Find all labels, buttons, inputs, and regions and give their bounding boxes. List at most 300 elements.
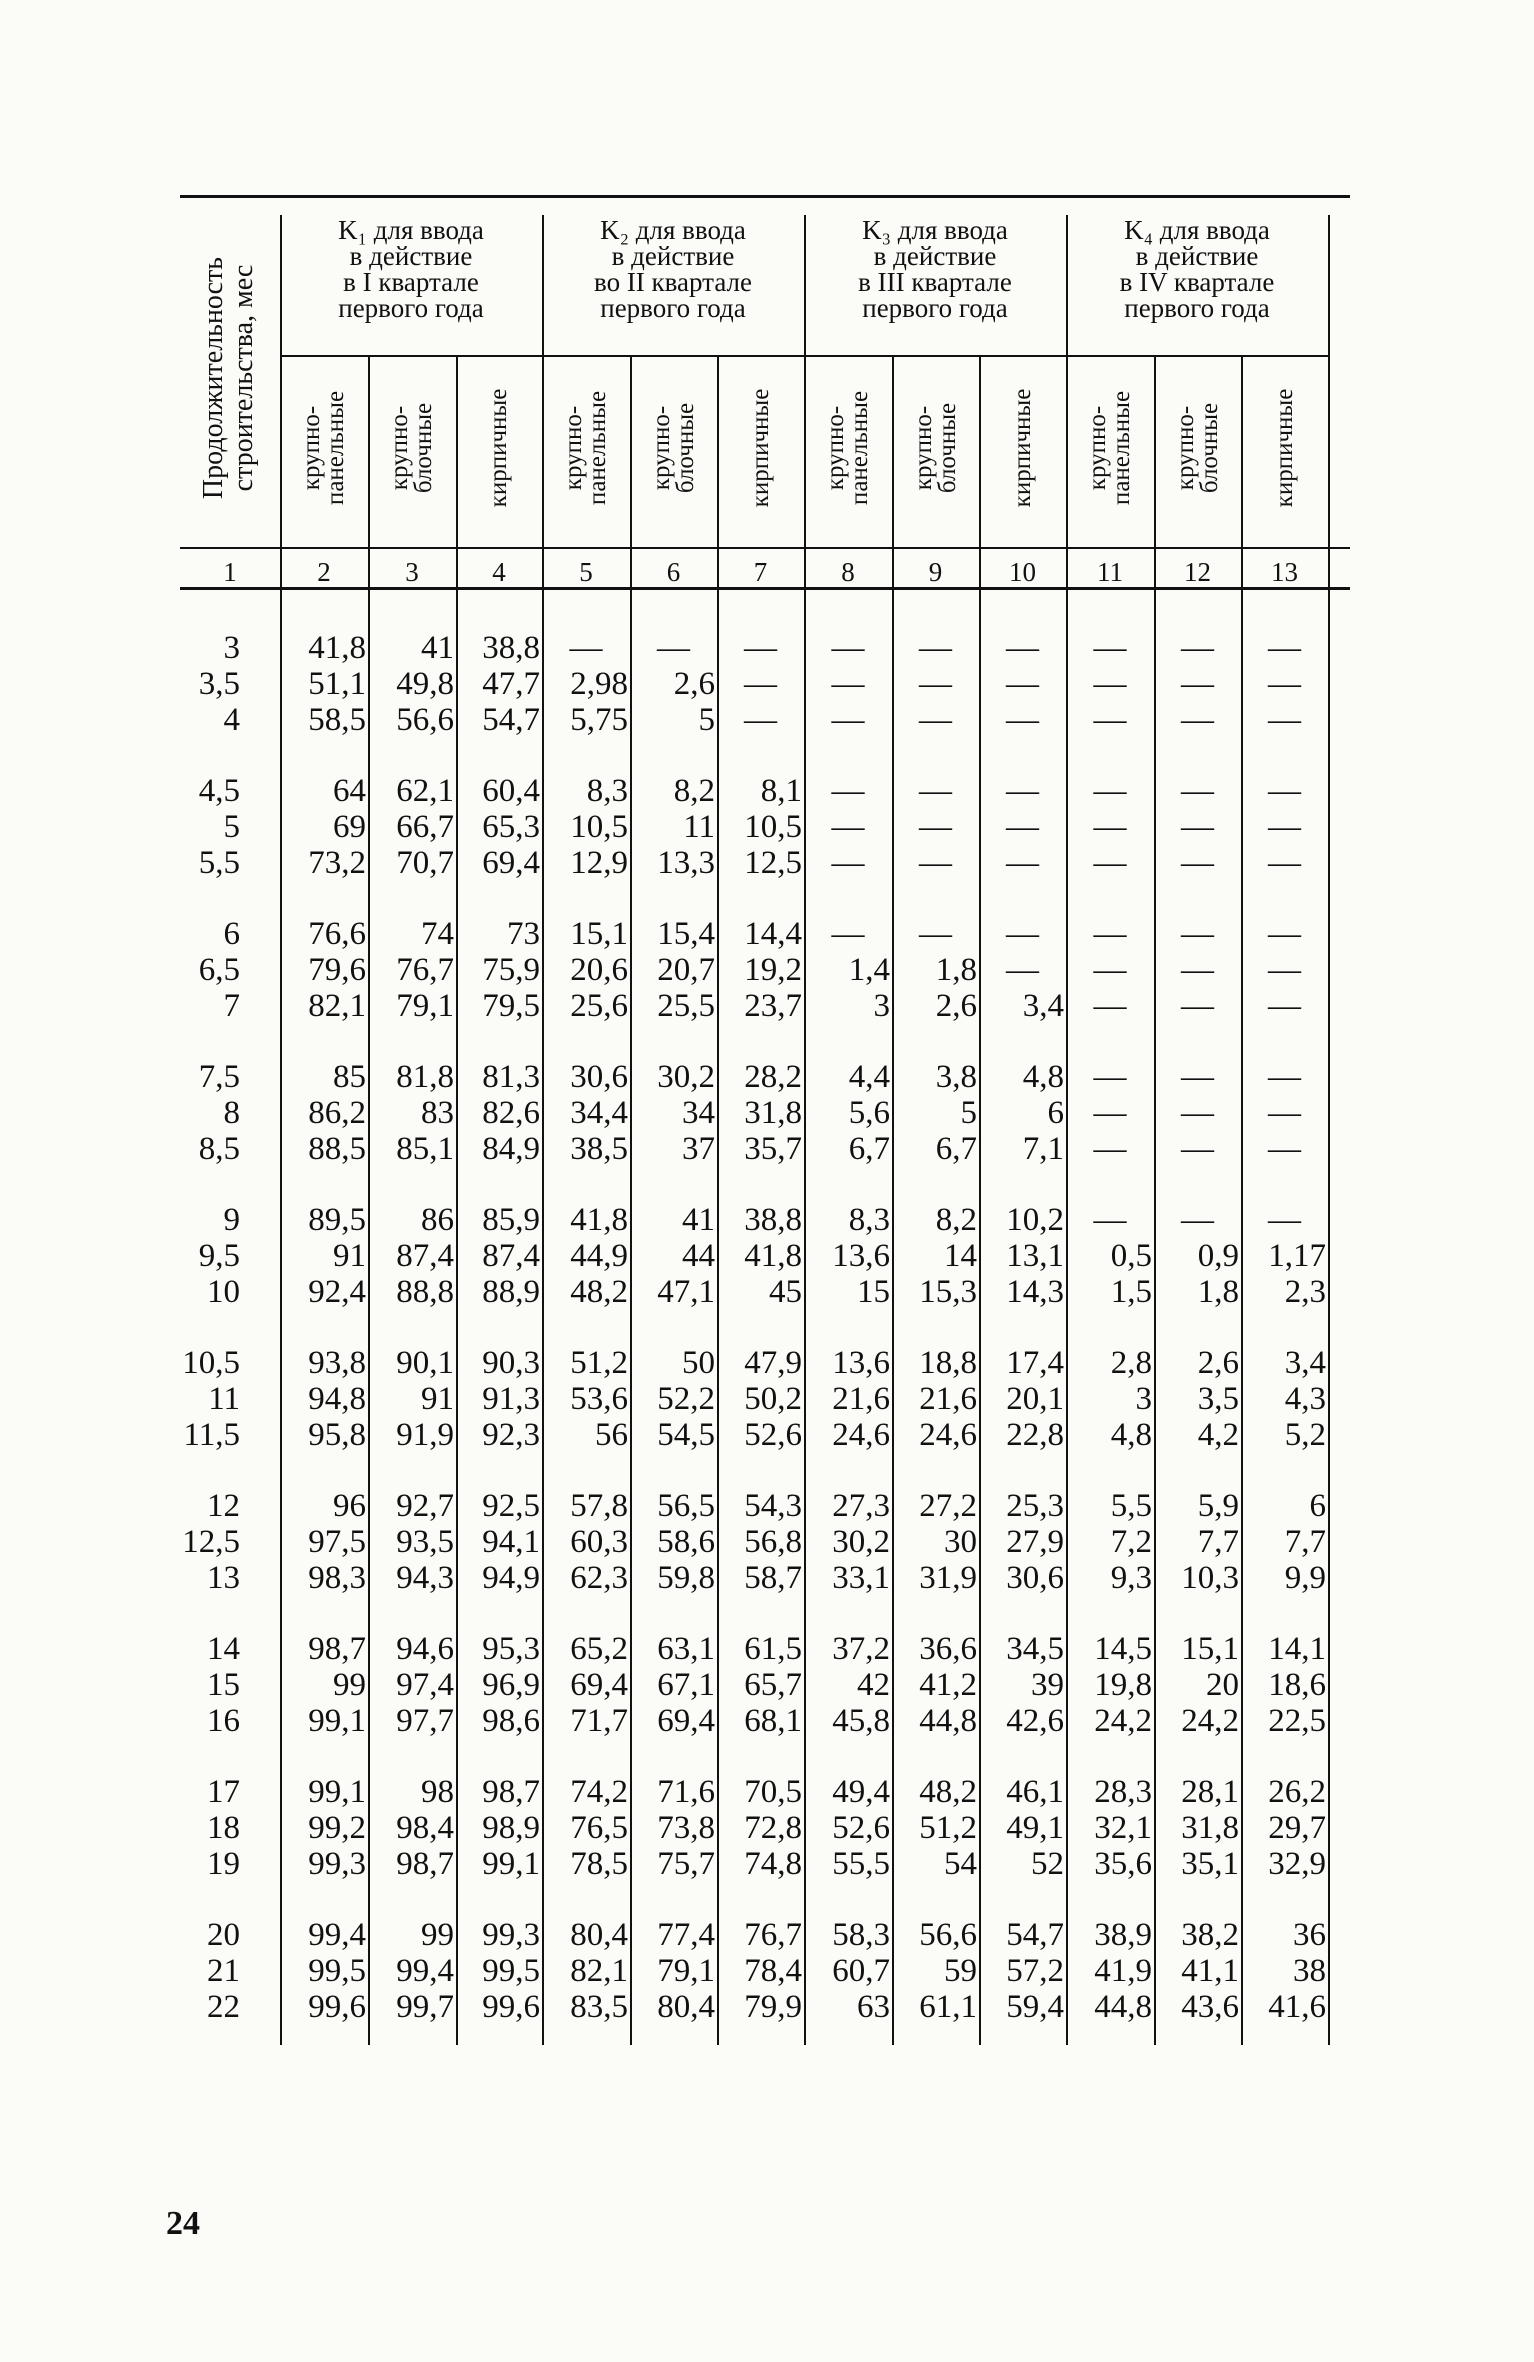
table-cell: 54,7 bbox=[1006, 1917, 1064, 1953]
table-cell: — bbox=[1181, 809, 1214, 845]
table-cell: 35,1 bbox=[1181, 1846, 1239, 1882]
row-duration: 19 bbox=[207, 1846, 240, 1882]
table-cell: 67,1 bbox=[657, 1667, 715, 1703]
table-cell: 5,2 bbox=[1284, 1417, 1326, 1453]
table-cell: 99,7 bbox=[396, 1989, 454, 2025]
table-cell: 79,6 bbox=[308, 952, 366, 988]
column-number: 2 bbox=[317, 557, 331, 587]
table-cell: — bbox=[1093, 952, 1127, 988]
top-rule bbox=[180, 195, 1350, 198]
table-cell: 97,7 bbox=[396, 1703, 454, 1739]
table-cell: 94,6 bbox=[396, 1631, 454, 1667]
table-cell: 79,1 bbox=[657, 1953, 715, 1989]
row-duration: 11 bbox=[208, 1381, 240, 1417]
table-cell: 92,4 bbox=[308, 1274, 366, 1310]
table-cell: — bbox=[1268, 845, 1301, 881]
table-cell: 13,3 bbox=[657, 845, 715, 881]
table-cell: 95,8 bbox=[308, 1417, 366, 1453]
table-cell: 43,6 bbox=[1181, 1989, 1239, 2025]
table-cell: 34 bbox=[682, 1095, 715, 1131]
table-cell: 50,2 bbox=[744, 1381, 802, 1417]
table-cell: 30,6 bbox=[570, 1059, 628, 1095]
table-cell: 3 bbox=[873, 988, 890, 1024]
table-cell: — bbox=[1268, 952, 1301, 988]
subheader-label: кирпичные bbox=[746, 388, 774, 507]
table-cell: — bbox=[919, 630, 952, 666]
table-cell: 41,9 bbox=[1094, 1953, 1152, 1989]
table-cell: 44,8 bbox=[919, 1703, 977, 1739]
data-table bbox=[180, 195, 1350, 2105]
table-cell: 6 bbox=[1047, 1095, 1064, 1131]
table-cell: — bbox=[1268, 630, 1301, 666]
table-cell: — bbox=[657, 630, 690, 666]
subheader-label: кирпичные bbox=[1008, 388, 1036, 507]
table-cell: 99,3 bbox=[482, 1917, 540, 1953]
table-cell: — bbox=[831, 809, 865, 845]
table-cell: 11 bbox=[683, 809, 715, 845]
table-cell: 28,1 bbox=[1181, 1774, 1239, 1810]
table-cell: 90,3 bbox=[482, 1345, 540, 1381]
table-cell: 60,4 bbox=[482, 773, 540, 809]
table-cell: — bbox=[1006, 702, 1039, 738]
table-cell: 99,4 bbox=[396, 1953, 454, 1989]
table-cell: 41,8 bbox=[308, 630, 366, 666]
table-cell: 28,2 bbox=[744, 1059, 802, 1095]
table-cell: — bbox=[1181, 845, 1214, 881]
table-cell: 79,9 bbox=[744, 1989, 802, 2025]
row-duration: 15 bbox=[207, 1667, 240, 1703]
table-cell: — bbox=[1006, 845, 1039, 881]
column-number: 4 bbox=[492, 557, 506, 587]
table-cell: 41,8 bbox=[744, 1238, 802, 1274]
table-cell: — bbox=[1181, 1202, 1214, 1238]
subheader-cell bbox=[1066, 355, 1154, 540]
table-cell: — bbox=[1006, 773, 1039, 809]
group-k2-line4: первого года bbox=[600, 293, 746, 323]
table-cell: 60,7 bbox=[832, 1953, 890, 1989]
column-number: 10 bbox=[1009, 557, 1036, 587]
table-cell: 50 bbox=[682, 1345, 715, 1381]
group-k4-line3: в IV квартале bbox=[1119, 267, 1275, 297]
table-cell: 80,4 bbox=[657, 1989, 715, 2025]
row-duration: 16 bbox=[207, 1703, 240, 1739]
table-cell: 54,5 bbox=[657, 1417, 715, 1453]
row-duration: 10,5 bbox=[182, 1345, 240, 1381]
table-cell: 15,4 bbox=[657, 916, 715, 952]
group-k4-line1: K₄ для ввода bbox=[1124, 215, 1270, 245]
table-cell: 41,8 bbox=[570, 1202, 628, 1238]
table-cell: 87,4 bbox=[396, 1238, 454, 1274]
table-cell: 14 bbox=[944, 1238, 977, 1274]
table-cell: 0,9 bbox=[1197, 1238, 1239, 1274]
column-number: 12 bbox=[1184, 557, 1211, 587]
column-rule bbox=[1328, 215, 1330, 2045]
table-cell: 42 bbox=[857, 1667, 890, 1703]
row-duration: 9,5 bbox=[198, 1238, 240, 1274]
table-cell: 82,6 bbox=[482, 1095, 540, 1131]
table-cell: 2,6 bbox=[1197, 1345, 1239, 1381]
table-cell: 5,9 bbox=[1197, 1488, 1239, 1524]
subheader-label: крупно- блочные bbox=[909, 402, 961, 493]
table-cell: 99,1 bbox=[308, 1703, 366, 1739]
table-cell: 54 bbox=[944, 1846, 977, 1882]
table-cell: — bbox=[919, 702, 952, 738]
row-duration: 8,5 bbox=[198, 1131, 240, 1167]
table-cell: 49,8 bbox=[396, 666, 454, 702]
table-cell: 17,4 bbox=[1006, 1345, 1064, 1381]
table-cell: 39 bbox=[1031, 1667, 1064, 1703]
table-cell: — bbox=[1268, 773, 1301, 809]
table-cell: 30,2 bbox=[657, 1059, 715, 1095]
table-cell: 24,2 bbox=[1094, 1703, 1152, 1739]
table-cell: 79,1 bbox=[396, 988, 454, 1024]
table-cell: 37 bbox=[682, 1131, 715, 1167]
table-cell: 24,2 bbox=[1181, 1703, 1239, 1739]
subheader-label: крупно- панельные bbox=[822, 390, 873, 505]
table-cell: 10,3 bbox=[1181, 1560, 1239, 1596]
subheader-label: крупно- панельные bbox=[298, 390, 349, 505]
table-cell: 61,5 bbox=[744, 1631, 802, 1667]
table-cell: — bbox=[1268, 809, 1301, 845]
table-cell: 73,2 bbox=[308, 845, 366, 881]
table-cell: 48,2 bbox=[919, 1774, 977, 1810]
table-cell: 56,8 bbox=[744, 1524, 802, 1560]
col1-header-label: Продолжительность строительства, мес bbox=[198, 256, 259, 499]
table-cell: 14,4 bbox=[744, 916, 802, 952]
table-cell: 31,8 bbox=[744, 1095, 802, 1131]
table-cell: 98,7 bbox=[482, 1774, 540, 1810]
table-cell: 78,4 bbox=[744, 1953, 802, 1989]
table-cell: 76,7 bbox=[396, 952, 454, 988]
table-cell: 95,3 bbox=[482, 1631, 540, 1667]
group-k2-line2: в действие bbox=[611, 241, 735, 271]
table-cell: 1,8 bbox=[1197, 1274, 1239, 1310]
table-cell: — bbox=[1268, 1131, 1301, 1167]
table-cell: 78,5 bbox=[570, 1846, 628, 1882]
table-cell: 91 bbox=[421, 1381, 454, 1417]
table-cell: 81,8 bbox=[396, 1059, 454, 1095]
table-cell: — bbox=[1181, 702, 1214, 738]
table-cell: 85,9 bbox=[482, 1202, 540, 1238]
table-cell: 71,7 bbox=[570, 1703, 628, 1739]
column-rule bbox=[892, 355, 894, 2045]
table-cell: 5,75 bbox=[570, 702, 628, 738]
table-cell: 64 bbox=[333, 773, 366, 809]
table-cell: — bbox=[1006, 666, 1039, 702]
table-cell: — bbox=[744, 702, 777, 738]
table-cell: 98,3 bbox=[308, 1560, 366, 1596]
subheader-label: крупно- панельные bbox=[560, 390, 611, 505]
table-cell: 85 bbox=[333, 1059, 366, 1095]
table-cell: 24,6 bbox=[832, 1417, 890, 1453]
group-k3-line3: в III квартале bbox=[858, 267, 1012, 297]
table-cell: 99 bbox=[333, 1667, 366, 1703]
group-k1-line2: в действие bbox=[349, 241, 473, 271]
table-cell: 59 bbox=[944, 1953, 977, 1989]
table-cell: 36 bbox=[1293, 1917, 1326, 1953]
table-cell: — bbox=[1268, 916, 1301, 952]
table-cell: 58,6 bbox=[657, 1524, 715, 1560]
table-cell: 70,5 bbox=[744, 1774, 802, 1810]
table-cell: — bbox=[744, 666, 777, 702]
table-cell: 32,9 bbox=[1268, 1846, 1326, 1882]
subheader-label: кирпичные bbox=[485, 388, 512, 507]
table-cell: 9,3 bbox=[1110, 1560, 1152, 1596]
table-cell: 56,6 bbox=[919, 1917, 977, 1953]
table-cell: 99,1 bbox=[308, 1774, 366, 1810]
table-cell: 3,8 bbox=[935, 1059, 977, 1095]
table-cell: 88,8 bbox=[396, 1274, 454, 1310]
subheader-label: крупно- блочные bbox=[647, 402, 699, 493]
row-duration: 18 bbox=[207, 1810, 240, 1846]
table-cell: 94,8 bbox=[308, 1381, 366, 1417]
table-cell: 4,8 bbox=[1110, 1417, 1152, 1453]
table-cell: 44,9 bbox=[570, 1238, 628, 1274]
table-cell: 69 bbox=[333, 809, 366, 845]
table-cell: 18,6 bbox=[1268, 1667, 1326, 1703]
column-number: 7 bbox=[753, 557, 768, 587]
table-cell: 99 bbox=[421, 1917, 454, 1953]
table-cell: 4,2 bbox=[1197, 1417, 1239, 1453]
table-cell: 99,4 bbox=[308, 1917, 366, 1953]
row-duration: 5,5 bbox=[198, 845, 240, 881]
table-cell: 2,3 bbox=[1284, 1274, 1326, 1310]
table-cell: 89,5 bbox=[308, 1202, 366, 1238]
table-cell: 13,6 bbox=[832, 1345, 890, 1381]
group-k1-line3: в I квартале bbox=[343, 267, 479, 297]
table-cell: 10,2 bbox=[1006, 1202, 1064, 1238]
table-cell: 92,3 bbox=[482, 1417, 540, 1453]
table-cell: 53,6 bbox=[570, 1381, 628, 1417]
table-cell: 88,5 bbox=[308, 1131, 366, 1167]
table-cell: 98,7 bbox=[308, 1631, 366, 1667]
table-cell: 98,6 bbox=[482, 1703, 540, 1739]
table-cell: 62,3 bbox=[570, 1560, 628, 1596]
table-cell: — bbox=[1093, 845, 1127, 881]
table-cell: 22,8 bbox=[1006, 1417, 1064, 1453]
table-cell: 68,1 bbox=[744, 1703, 802, 1739]
table-cell: 24,6 bbox=[919, 1417, 977, 1453]
subheader-cell bbox=[1154, 355, 1241, 540]
table-cell: 41 bbox=[421, 630, 454, 666]
table-cell: 25,6 bbox=[570, 988, 628, 1024]
table-cell: — bbox=[1093, 916, 1127, 952]
group-header-k2 bbox=[542, 217, 804, 335]
table-cell: 5 bbox=[698, 702, 715, 738]
table-cell: 96,9 bbox=[482, 1667, 540, 1703]
table-cell: 13,6 bbox=[832, 1238, 890, 1274]
table-cell: 3 bbox=[1135, 1381, 1152, 1417]
table-cell: 19,8 bbox=[1094, 1667, 1152, 1703]
table-cell: — bbox=[1181, 773, 1214, 809]
table-cell: 97,5 bbox=[308, 1524, 366, 1560]
table-cell: — bbox=[1268, 1095, 1301, 1131]
table-cell: 52,6 bbox=[832, 1810, 890, 1846]
table-cell: 44 bbox=[682, 1238, 715, 1274]
table-cell: 98,7 bbox=[396, 1846, 454, 1882]
table-cell: 8,2 bbox=[673, 773, 715, 809]
group-k3-line2: в действие bbox=[873, 241, 997, 271]
column-rule bbox=[1241, 355, 1243, 2045]
table-cell: 77,4 bbox=[657, 1917, 715, 1953]
row-duration: 7,5 bbox=[198, 1059, 240, 1095]
table-cell: 74,8 bbox=[744, 1846, 802, 1882]
table-cell: 51,2 bbox=[919, 1810, 977, 1846]
table-cell: 65,3 bbox=[482, 809, 540, 845]
table-cell: 15 bbox=[857, 1274, 890, 1310]
group-header-k3 bbox=[804, 217, 1066, 335]
table-cell: — bbox=[1268, 988, 1301, 1024]
table-cell: 48,2 bbox=[570, 1274, 628, 1310]
table-cell: 34,5 bbox=[1006, 1631, 1064, 1667]
row-duration: 8 bbox=[223, 1095, 240, 1131]
table-cell: 52,6 bbox=[744, 1417, 802, 1453]
table-cell: 54,7 bbox=[482, 702, 540, 738]
table-cell: 35,6 bbox=[1094, 1846, 1152, 1882]
table-cell: — bbox=[1006, 630, 1039, 666]
group-k1-line4: первого года bbox=[338, 293, 484, 323]
table-cell: 25,5 bbox=[657, 988, 715, 1024]
table-cell: 8,1 bbox=[760, 773, 802, 809]
column-number: 9 bbox=[928, 557, 943, 587]
table-cell: 60,3 bbox=[570, 1524, 628, 1560]
table-cell: 1,4 bbox=[848, 952, 890, 988]
table-cell: 23,7 bbox=[744, 988, 802, 1024]
table-cell: — bbox=[1093, 702, 1127, 738]
subheader-cell bbox=[1241, 355, 1328, 540]
group-k1-line1: K₁ для ввода bbox=[338, 215, 484, 245]
table-cell: 30 bbox=[944, 1524, 977, 1560]
subheader-label: крупно- панельные bbox=[1084, 390, 1135, 505]
table-cell: 31,8 bbox=[1181, 1810, 1239, 1846]
group-k4-line2: в действие bbox=[1135, 241, 1259, 271]
table-cell: 69,4 bbox=[482, 845, 540, 881]
row-duration: 6 bbox=[223, 916, 240, 952]
table-cell: 58,3 bbox=[832, 1917, 890, 1953]
table-cell: 71,6 bbox=[657, 1774, 715, 1810]
table-cell: 66,7 bbox=[396, 809, 454, 845]
table-cell: — bbox=[1093, 666, 1127, 702]
table-cell: 99,5 bbox=[482, 1953, 540, 1989]
table-cell: 99,3 bbox=[308, 1846, 366, 1882]
table-cell: 7,7 bbox=[1284, 1524, 1326, 1560]
table-cell: 90,1 bbox=[396, 1345, 454, 1381]
table-cell: — bbox=[1181, 1131, 1214, 1167]
subheader-cell bbox=[892, 355, 979, 540]
table-cell: 10,5 bbox=[570, 809, 628, 845]
table-cell: 51,1 bbox=[308, 666, 366, 702]
column-rule bbox=[368, 355, 370, 2045]
table-cell: 29,7 bbox=[1268, 1810, 1326, 1846]
table-cell: 92,7 bbox=[396, 1488, 454, 1524]
table-cell: 5,6 bbox=[848, 1095, 890, 1131]
page-number: 24 bbox=[166, 2205, 200, 2242]
column-number: 13 bbox=[1271, 557, 1298, 587]
table-cell: 1,5 bbox=[1110, 1274, 1152, 1310]
table-cell: — bbox=[1181, 988, 1214, 1024]
table-cell: 49,1 bbox=[1006, 1810, 1064, 1846]
table-cell: — bbox=[831, 845, 865, 881]
table-cell: 41 bbox=[682, 1202, 715, 1238]
table-cell: 27,9 bbox=[1006, 1524, 1064, 1560]
table-cell: 38 bbox=[1293, 1953, 1326, 1989]
table-cell: 38,8 bbox=[744, 1202, 802, 1238]
row-duration: 6,5 bbox=[198, 952, 240, 988]
row-duration: 10 bbox=[207, 1274, 240, 1310]
table-cell: 21,6 bbox=[832, 1381, 890, 1417]
group-k4-line4: первого года bbox=[1124, 293, 1270, 323]
table-cell: 20,1 bbox=[1006, 1381, 1064, 1417]
table-cell: 93,8 bbox=[308, 1345, 366, 1381]
table-cell: 92,5 bbox=[482, 1488, 540, 1524]
table-cell: 91 bbox=[333, 1238, 366, 1274]
table-cell: 75,9 bbox=[482, 952, 540, 988]
table-cell: 14,3 bbox=[1006, 1274, 1064, 1310]
table-cell: 56 bbox=[595, 1417, 628, 1453]
table-cell: — bbox=[1181, 1095, 1214, 1131]
table-cell: — bbox=[1268, 666, 1301, 702]
subheader-label: крупно- блочные bbox=[386, 402, 437, 493]
column-rule bbox=[1154, 355, 1156, 2045]
table-cell: 80,4 bbox=[570, 1917, 628, 1953]
table-cell: 84,9 bbox=[482, 1131, 540, 1167]
table-cell: 15,3 bbox=[919, 1274, 977, 1310]
table-cell: 41,2 bbox=[919, 1667, 977, 1703]
table-cell: — bbox=[1181, 952, 1214, 988]
table-cell: 7,7 bbox=[1197, 1524, 1239, 1560]
table-cell: 91,3 bbox=[482, 1381, 540, 1417]
table-cell: 36,6 bbox=[919, 1631, 977, 1667]
table-cell: — bbox=[1006, 952, 1039, 988]
table-cell: 14,1 bbox=[1268, 1631, 1326, 1667]
table-cell: 44,8 bbox=[1094, 1989, 1152, 2025]
table-cell: — bbox=[831, 773, 865, 809]
table-cell: 61,1 bbox=[919, 1989, 977, 2025]
table-cell: 1,8 bbox=[935, 952, 977, 988]
table-cell: 49,4 bbox=[832, 1774, 890, 1810]
table-cell: 70,7 bbox=[396, 845, 454, 881]
row-duration: 12 bbox=[207, 1488, 240, 1524]
table-cell: 25,3 bbox=[1006, 1488, 1064, 1524]
table-cell: — bbox=[919, 845, 952, 881]
group-header-k1 bbox=[280, 217, 542, 335]
column-number: 3 bbox=[405, 557, 419, 587]
table-cell: 99,6 bbox=[308, 1989, 366, 2025]
table-cell: — bbox=[1093, 1059, 1127, 1095]
table-cell: 38,2 bbox=[1181, 1917, 1239, 1953]
table-cell: 62,1 bbox=[396, 773, 454, 809]
row-duration: 11,5 bbox=[183, 1417, 240, 1453]
table-cell: 57,2 bbox=[1006, 1953, 1064, 1989]
table-cell: — bbox=[1006, 809, 1039, 845]
table-cell: 2,6 bbox=[673, 666, 715, 702]
table-cell: 76,5 bbox=[570, 1810, 628, 1846]
table-cell: 86 bbox=[421, 1202, 454, 1238]
table-cell: — bbox=[919, 666, 952, 702]
table-cell: 65,7 bbox=[744, 1667, 802, 1703]
table-cell: 2,98 bbox=[570, 666, 628, 702]
table-cell: — bbox=[1268, 702, 1301, 738]
table-cell: 79,5 bbox=[482, 988, 540, 1024]
table-cell: 10,5 bbox=[744, 809, 802, 845]
table-cell: — bbox=[744, 630, 777, 666]
table-cell: 97,4 bbox=[396, 1667, 454, 1703]
table-cell: 58,5 bbox=[308, 702, 366, 738]
table-cell: 15,1 bbox=[570, 916, 628, 952]
table-cell: — bbox=[1093, 1202, 1127, 1238]
row-duration: 5 bbox=[223, 809, 240, 845]
row-duration: 3 bbox=[223, 630, 240, 666]
